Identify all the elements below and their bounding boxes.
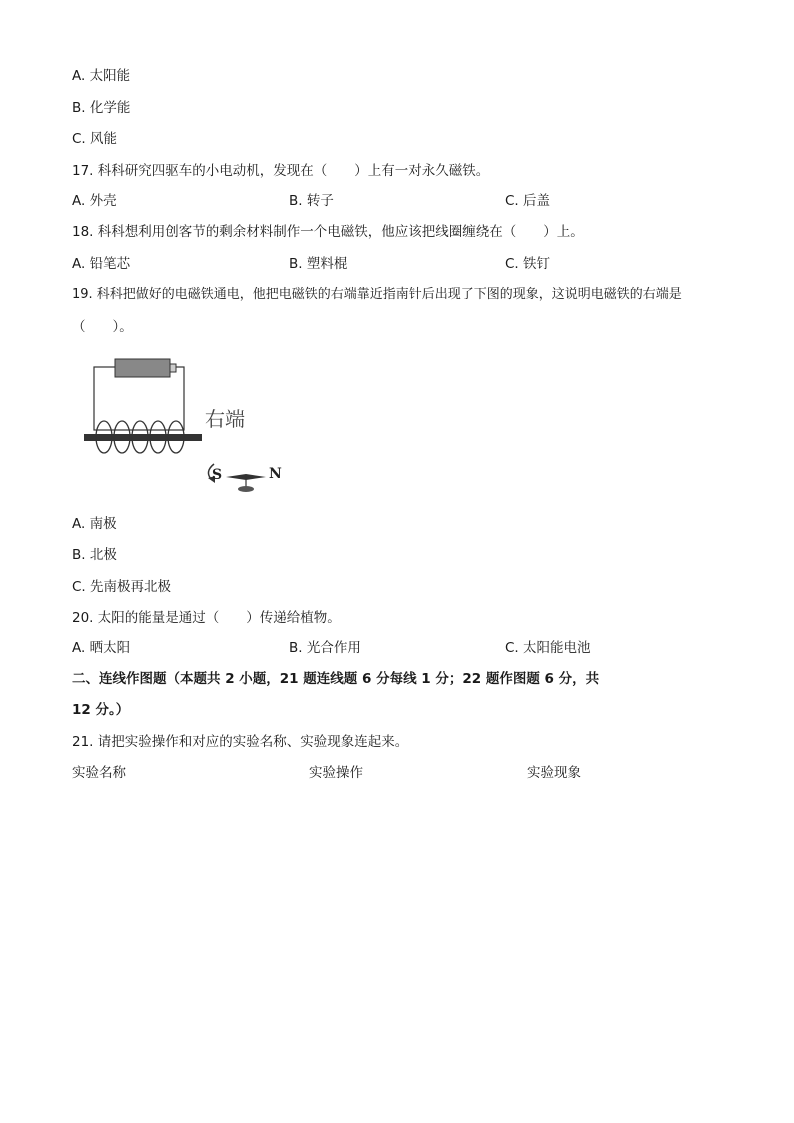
q17-option-b: B. 转子	[289, 193, 334, 209]
battery	[115, 359, 170, 377]
compass-base	[238, 486, 254, 492]
section2-heading-line2: 12 分。）	[72, 702, 130, 718]
q19-stem-line1: 19. 科科把做好的电磁铁通电，他把电磁铁的右端靠近指南针后出现了下图的现象，这说明电磁铁的右端是	[72, 287, 682, 302]
q20-option-c: C. 太阳能电池	[505, 640, 591, 656]
section2-heading-line1: 二、连线作图题（本题共 2 小题，21 题连线题 6 分每线 1 分；22 题作图题 6 分，共	[72, 671, 600, 687]
q18-option-a: A. 铅笔芯	[72, 256, 131, 272]
q21-column-name: 实验名称	[72, 765, 126, 781]
q19-option-c: C. 先南极再北极	[72, 579, 172, 595]
q17-stem: 17. 科科研究四驱车的小电动机，发现在（ ）上有一对永久磁铁。	[72, 163, 490, 179]
q16-option-b: B. 化学能	[72, 100, 131, 116]
q18-option-b: B. 塑料棍	[289, 256, 348, 272]
q18-stem: 18. 科科想利用创客节的剩余材料制作一个电磁铁，他应该把线圈缠绕在（ ）上。	[72, 224, 584, 240]
compass-n-label: N	[269, 466, 282, 482]
electromagnet-figure	[82, 352, 292, 497]
q17-option-a: A. 外壳	[72, 193, 117, 209]
q16-option-c: C. 风能	[72, 131, 118, 147]
battery-terminal	[170, 364, 176, 372]
right-end-label: 右端	[205, 407, 245, 431]
electromagnet-diagram	[82, 352, 292, 497]
q19-option-a: A. 南极	[72, 516, 117, 532]
q19-stem-line2: （ ）。	[72, 319, 133, 335]
q18-option-c: C. 铁钉	[505, 256, 551, 272]
q21-column-phenomenon: 实验现象	[527, 765, 581, 781]
compass-s-label: S	[212, 467, 223, 483]
q16-option-a: A. 太阳能	[72, 68, 131, 84]
q20-option-a: A. 晒太阳	[72, 640, 131, 656]
q17-option-c: C. 后盖	[505, 193, 551, 209]
q19-option-b: B. 北极	[72, 547, 117, 563]
q21-column-operation: 实验操作	[309, 765, 363, 781]
q20-stem: 20. 太阳的能量是通过（ ）传递给植物。	[72, 610, 341, 626]
q21-stem: 21. 请把实验操作和对应的实验名称、实验现象连起来。	[72, 734, 409, 750]
q20-option-b: B. 光合作用	[289, 640, 361, 656]
